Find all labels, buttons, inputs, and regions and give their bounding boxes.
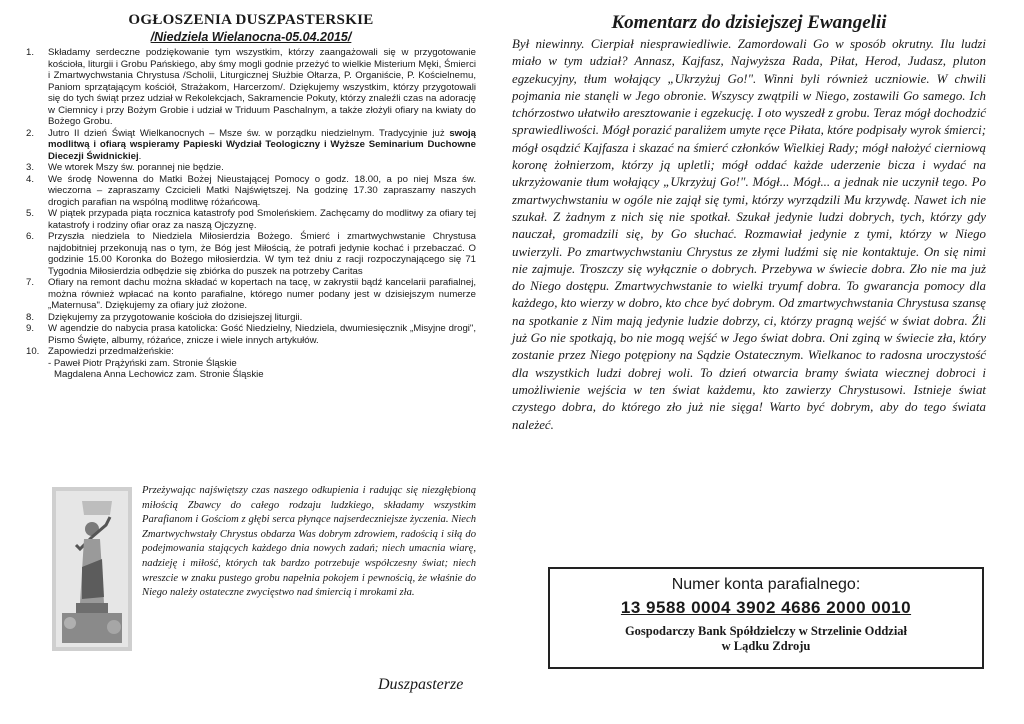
item-text: We środę Nowenna do Matki Bożej Nieustającej Pomocy o godz. 18.00, a po niej Msza św. wieczorna – zapraszamy Czcicieli Matki Najświętszej. Na godzinę 17.30 zapraszamy naszych drogich parafian na wspólną modlitwę różańcową. <box>48 173 476 208</box>
item-text: W agendzie do nabycia prasa katolicka: Gość Niedzielny, Niedziela, dwumiesięcznik „Misyjne drogi", Pismo Święte, albumy, różańce, znicze i wiele innych artykułów. <box>48 323 476 346</box>
item-number: 7. <box>26 277 35 288</box>
gospel-commentary-column <box>512 12 986 434</box>
item-text: Przyszła niedziela to Niedziela Miłosierdzia Bożego. Śmierć i zmartwychwstanie Chrystusa najdobitniej przekonują nas o tym, że Bóg jest Miłością, że potrafi jedynie kochać i przebaczać. O godzinie 15.00 Koronka do Bożego miłosierdzia. W tym też dniu z racji rozpoczynającego się 71 Tygodnia Miłosierdzia odbędzie się zbiórka do puszek na potrzeby Caritas <box>48 231 476 277</box>
commentary-text: Był niewinny. Cierpiał niesprawiedliwie. Zamordowali Go w sposób okrutny. Ilu ludzi miało w tym udział? Annasz, Kajfasz, Najwyższa Rada, Piłat, Herod, Judasz, pluton egzekucyjny, tłum wołający „Ukrzyżuj Go!". Winni byli również uczniowie. W chwili pojmania nie stanęli w Jego obronie. Wszyscy zwątpili w Niego, zostawili Go samego. Ich tchórzostwo ułatwiło aresztowanie i egzekucję. I oto wyszedł z grobu. Teraz mógł dochodzić sprawiedliwości. Mógł porazić paraliżem umyte ręce Piłata, które podpisały wyrok śmierci; mógł osądzić Kajfasza i skazać na śmierć członków Wielkiej Rady; mógł nałożyć cierniową koronę żołnierzom, którzy ją upletli; mógł oddać każde uderzenie bicza i wydać na ukrzyżowanie tłum wołający „Ukrzyżuj Go!". Mógł... Mógł... a jednak nie uczynił tego. Po zmartwychwstaniu w ogóle nie zajął się tymi, którzy wyrządzili Mu krzywdę. Nawet ich nie szukał. Z żadnym z nich się nie spotkał. Szukał jedynie ludzi dobrych, tych, którzy gdy nauczał, gromadzili się, by Go słuchać. Rozmawiał jedynie z tymi, którzy w Niego uwierzyli. Po zmartwychwstaniu Chrystus ze złymi ludźmi się nie kontaktuje. On się nimi nie zajmuje. Troszczy się wyłącznie o dobrych. Przebywa w świecie dobra. Zło nie ma już do Niego dostępu. Zmartwychwstanie to wielki tryumf dobra. To gwarancja pomocy dla każdego, kto wierzy w dobro, kto chce być dobrym. Od zmartwychwstania Chrystusa szansę na spotkanie z Nim mają jedynie ludzie dobrzy, ci, którzy pragną wejść w świat dobra. Źli już Go nie spotkają, bo nie mogą wejść w Jego świat dobra. Oni zginą w świecie zła, który zostanie przez Niego potępiony na Sądzie Ostatecznym. Wielkanoc to radosna uroczystość dla wszystkich ludzi dobrej woli. To dzień otwarcia bramy świata wiecznej dobroci i umożliwienie wejścia w ten świat każdemu, kto zawierzy Chrystusowi. Istnieje świat czystego dobra, do którego zło już nie sięga! Warto być dobrym, aby do tego świata należeć. <box>512 37 986 432</box>
list-item <box>26 312 476 324</box>
banns-names <box>26 358 476 381</box>
item-number: 9. <box>26 323 35 334</box>
list-item <box>26 208 476 231</box>
list-item <box>26 277 476 312</box>
item-text: Składamy serdeczne podziękowanie tym wszystkim, którzy zaangażowali się w przygotowanie kościoła, liturgii i Grobu Pańskiego, aby śmy mogli godnie przeżyć to wielkie Misterium Męki, Śmierci i Zmartwychwstania Chrystusa /Scholii, Liturgicznej Służbie Ołtarza, P. Organiście, P. Kościelnemu, Paniom sprzątającym kościół, Strażakom, Harcerzom/. Dziękujemy wszystkim, którzy przygotowali się do tych świąt przez udział w Rekolekcjach, Sakramencie Pokuty, którzy znaleźli czas na adorację w Ciemnicy i przy Bożym Grobie i udział w Triduum Paschalnym, a także złożyli ofiary na kwiaty do Bożego Grobu. <box>48 47 476 127</box>
list-item <box>26 162 476 174</box>
item-number: 4. <box>26 173 35 185</box>
item-text-part: Jutro II dzień Świąt Wielkanocnych – Msze św. w porządku niedzielnym. Tradycyjnie już <box>48 127 450 139</box>
item-number: 8. <box>26 311 35 323</box>
item-text-part: . <box>138 150 142 162</box>
item-text: Ofiary na remont dachu można składać w kopertach na tacę, w zakrystii bądź kancelarii parafialnej, można również wpłacać na konto parafialne, którego numer podany jest w dzisiejszym numerze „Maternusa". Dziękujemy za ofiary już złożone. <box>48 277 476 311</box>
item-number: 6. <box>26 231 35 242</box>
item-text-bold: swoją modlitwą i ofiarą wspieramy Papieski Wydział Teologiczny i Wyższe Seminarium Duchowne Diecezji Świdnickiej <box>48 127 476 162</box>
announcements-title: OGŁOSZENIA DUSZPASTERSKIE <box>128 12 374 28</box>
list-item <box>26 47 476 128</box>
banns-name-2: Magdalena Anna Lechowicz zam. Stronie Śląskie <box>54 369 264 380</box>
list-item <box>26 231 476 277</box>
item-text <box>48 128 476 163</box>
bank-name-line-1: Gospodarczy Bank Spółdzielczy w Strzelinie Oddział <box>624 624 908 638</box>
item-text: Zapowiedzi przedmałżeńskie: <box>48 346 174 357</box>
item-number: 3. <box>26 162 35 173</box>
item-text: We wtorek Mszy św. porannej nie będzie. <box>48 162 224 173</box>
announcements-list <box>26 47 476 358</box>
item-number: 2. <box>26 127 35 139</box>
item-text: W piątek przypada piąta rocznica katastrofy pod Smoleńskiem. Zachęcamy do modlitwy za ofiary tej katastrofy i rodziny ofiar oraz za naszą Ojczyznę. <box>48 208 476 231</box>
account-number: 13 9588 0004 3902 4686 2000 0010 <box>620 598 912 617</box>
item-number: 10. <box>26 346 40 357</box>
banns-name-1: - Paweł Piotr Prążyński zam. Stronie Śląskie <box>48 357 237 369</box>
bank-account-box <box>548 567 984 669</box>
bank-name-line-2: w Lądku Zdroju <box>721 639 811 653</box>
account-label: Numer konta parafialnego: <box>671 576 861 593</box>
list-item <box>26 346 476 358</box>
item-number: 1. <box>26 47 35 58</box>
announcements-column <box>26 12 476 381</box>
item-number: 5. <box>26 208 35 219</box>
risen-christ-photo-icon <box>52 487 132 651</box>
list-item <box>26 128 476 163</box>
announcements-date: /Niedziela Wielanocna-05.04.2015/ <box>150 30 352 44</box>
easter-wishes <box>52 484 478 654</box>
list-item <box>26 323 476 346</box>
list-item <box>26 174 476 209</box>
commentary-title: Komentarz do dzisiejszej Ewangelii <box>611 12 887 33</box>
wishes-text: Przeżywając najświętszy czas naszego odkupienia i radując się niezgłębioną miłością Zbawcy do całego rodzaju ludzkiego, składamy wszystkim Parafianom i Gościom z głębi serca płynące najserdeczniejsze życzenia. Niech Zmartwychwstały Chrystus obdarza Was dobrym zdrowiem, radością i siłą do podejmowania stających każdego dnia nowych zadań; niech umacnia wiarę, nadzieję i miłość, których tak bardzo potrzebuje współczesny świat; niech wreszcie w znaku pustego grobu napełnia pokojem i pewnością, że właśnie do Niego należy ostateczne zwycięstwo nad śmiercią i mrokami zła. <box>142 485 476 599</box>
item-text: Dziękujemy za przygotowanie kościoła do dzisiejszej liturgii. <box>48 311 303 323</box>
signature: Duszpasterze <box>378 676 464 693</box>
